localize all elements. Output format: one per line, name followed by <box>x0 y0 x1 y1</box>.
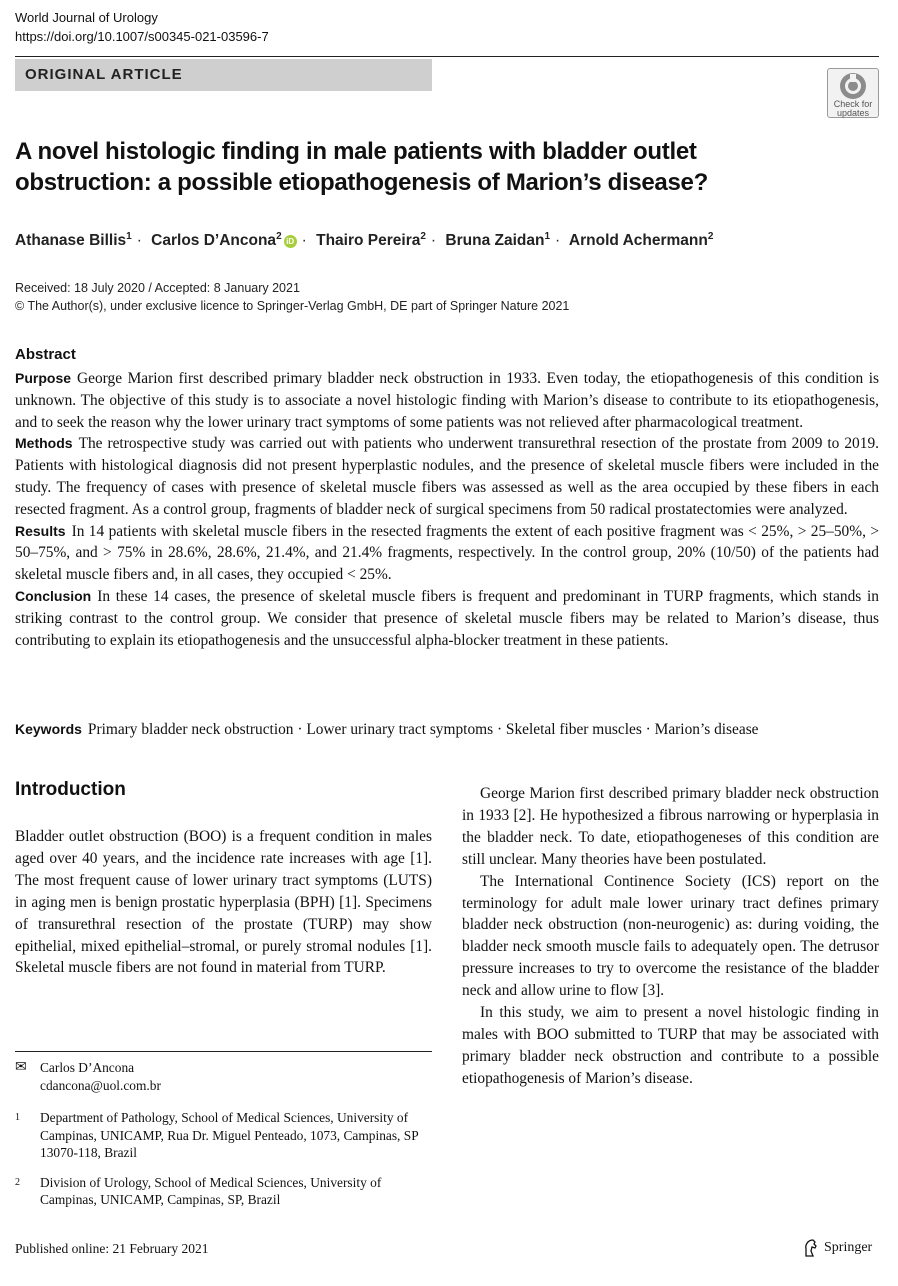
abstract-conclusion <box>15 586 879 651</box>
doi-link[interactable]: https://doi.org/10.1007/s00345-021-03596-7 <box>15 29 269 44</box>
author-affiliation: 2 <box>707 231 714 242</box>
results-text: In 14 patients with skeletal muscle fibers in the resected fragments the extent of each positive fragment was < 25%, > 25–50%, > 50–75%, and > 75% in 28.6%, 28.6%, 21.4%, and 21.4% fragments, respectively. In the control group, 20% (10/50) of the patients had skeletal muscle fibers and, in all cases, they occupied < 25%. <box>15 522 879 584</box>
abstract-body <box>15 368 879 651</box>
journal-header <box>15 8 269 46</box>
author-affiliation: 2 <box>420 231 426 242</box>
author-name[interactable]: Thairo Pereira <box>316 232 421 249</box>
title-line-1: A novel histologic finding in male patients with bladder outlet <box>15 138 697 165</box>
correspondent-name: Carlos D’Ancona <box>40 1060 135 1075</box>
footnote-rule <box>15 1051 432 1052</box>
author-name[interactable]: Carlos D’Ancona <box>151 232 277 249</box>
orcid-icon[interactable]: iD <box>284 235 297 248</box>
keywords-label: Keywords <box>15 721 82 737</box>
author-name[interactable]: Arnold Achermann <box>568 232 708 249</box>
methods-label: Methods <box>15 435 73 452</box>
introduction-left-column <box>15 826 432 979</box>
intro-paragraph: George Marion first described primary bladder neck obstruction in 1933 [2]. He hypothesized a fibrous narrowing or hyperplasia in the bladder neck. To date, etiopathogeneses of this condition are still unclear. Many theories have been postulated. <box>462 785 879 868</box>
article-type-banner: ORIGINAL ARTICLE <box>15 59 432 91</box>
affiliation-2 <box>15 1174 432 1209</box>
conclusion-text: In these 14 cases, the presence of skeletal muscle fibers is frequent and predominant in TURP fragments, which stands in striking contrast to the control group. We consider that presence of skeletal muscle fibers may be related to Marion’s disease, thus contributing to explain its etiopathogenesis and the unsuccessful alpha-blocker treatment in these patients. <box>15 587 879 649</box>
methods-text: The retrospective study was carried out with patients who underwent transurethral resection of the prostate from 2009 to 2019. Patients with histological diagnosis did not present hyperplastic nodules, and the presence of skeletal muscle fibers were included in the study. The frequency of cases with presence of skeletal muscle fibers was assessed as well as the area occupied by these fibers in each resected fragment. As a control group, fragments of bladder neck of surgical specimens from 50 radical prostatectomies were analyzed. <box>15 435 879 518</box>
conclusion-label: Conclusion <box>15 587 92 604</box>
publication-dates <box>15 279 569 315</box>
keywords-text: Primary bladder neck obstruction · Lower urinary tract symptoms · Skeletal fiber muscles · Marion’s disease <box>87 721 759 738</box>
keywords <box>15 718 879 741</box>
springer-wordmark: Springer <box>824 1240 873 1255</box>
journal-name: World Journal of Urology <box>15 10 158 25</box>
abstract-results <box>15 521 879 586</box>
purpose-text: George Marion first described primary bladder neck obstruction in 1933. Even today, the etiopathogenesis of this condition is unknown. The objective of this study is to associate a novel histologic finding with Marion’s disease to contribute to its etiopathogenesis, and to seek the reason why the lower urinary tract symptoms of some patients was not relieved after pharmacological treatment. <box>15 370 879 431</box>
author-affiliation: 1 <box>126 231 132 242</box>
check-for-updates-badge[interactable] <box>827 68 879 118</box>
copyright-line: © The Author(s), under exclusive licence to Springer-Verlag GmbH, DE part of Springer Nature 2021 <box>15 299 570 313</box>
check-updates-line2: updates <box>836 108 870 118</box>
intro-paragraph: The International Continence Society (ICS) report on the terminology for adult male lower urinary tract defines primary bladder neck obstruction (non-neurogenic) as: during voiding, the bladder neck smooth muscle fails to adequately open. The detrusor pressure increases to try to overcome the resistance of the bladder neck and allow urine to flow [3]. <box>462 872 879 1000</box>
received-accepted: Received: 18 July 2020 / Accepted: 8 January 2021 <box>15 281 300 295</box>
author-affiliation: 1 <box>544 231 551 242</box>
abstract-purpose <box>15 368 879 433</box>
title-line-2: obstruction: a possible etiopathogenesis of Marion’s disease? <box>15 169 708 196</box>
introduction-right-column <box>462 783 879 1090</box>
published-online: Published online: 21 February 2021 <box>15 1241 209 1256</box>
results-label: Results <box>15 522 66 539</box>
intro-paragraph: Bladder outlet obstruction (BOO) is a frequent condition in males aged over 40 years, and the incidence rate increases with age [1]. The most frequent cause of lower urinary tract symptoms (LUTS) in aging men is benign prostatic hyperplasia (BPH) [1]. Specimens of transurethral resection of the prostate (TURP) may show epithelial, mixed epithelial–stromal, or purely stromal nodules [1]. Skeletal muscle fibers are not found in material from TURP. <box>15 828 432 977</box>
envelope-icon: ✉ <box>15 1060 27 1075</box>
correspondence <box>15 1059 432 1094</box>
springer-logo[interactable] <box>803 1239 872 1257</box>
introduction-heading: Introduction <box>15 779 126 800</box>
abstract-methods <box>15 433 879 520</box>
affiliation-text: Department of Pathology, School of Medical Sciences, University of Campinas, UNICAMP, Rua Dr. Miguel Penteado, 1073, Campinas, SP 13070-118, Brazil <box>40 1110 419 1160</box>
abstract-heading: Abstract <box>15 346 76 363</box>
header-rule <box>15 56 879 57</box>
author-affiliation: 2 <box>276 231 282 242</box>
article-title <box>15 136 875 198</box>
affiliation-text: Division of Urology, School of Medical Sciences, University of Campinas, UNICAMP, Campinas, SP, Brazil <box>40 1174 382 1207</box>
author-name[interactable]: Bruna Zaidan <box>445 232 545 249</box>
check-updates-line1: Check for <box>833 99 873 109</box>
purpose-label: Purpose <box>15 370 72 386</box>
intro-paragraph: In this study, we aim to present a novel histologic finding in males with BOO submitted to TURP that may be associated with primary bladder neck obstruction and contribute to a possible etiopathogenesis of Marion’s disease. <box>462 1004 879 1087</box>
affiliation-mark: 1 <box>15 1112 20 1123</box>
affiliation-1 <box>15 1109 432 1162</box>
author-name[interactable]: Athanase Billis <box>15 232 127 249</box>
check-updates-icon <box>839 72 867 100</box>
correspondent-email[interactable]: cdancona@uol.com.br <box>40 1077 161 1093</box>
springer-horse-icon <box>803 1239 819 1257</box>
footnotes <box>15 1059 432 1209</box>
affiliation-mark: 2 <box>15 1176 20 1188</box>
author-list: Athanase Billis$^1$ · Carlos D’Ancona$^2$ iD · Thairo Pereira$^2$ · Bruna Zaidan$^1$ · Arnold Achermann$^2$ <box>15 231 714 249</box>
